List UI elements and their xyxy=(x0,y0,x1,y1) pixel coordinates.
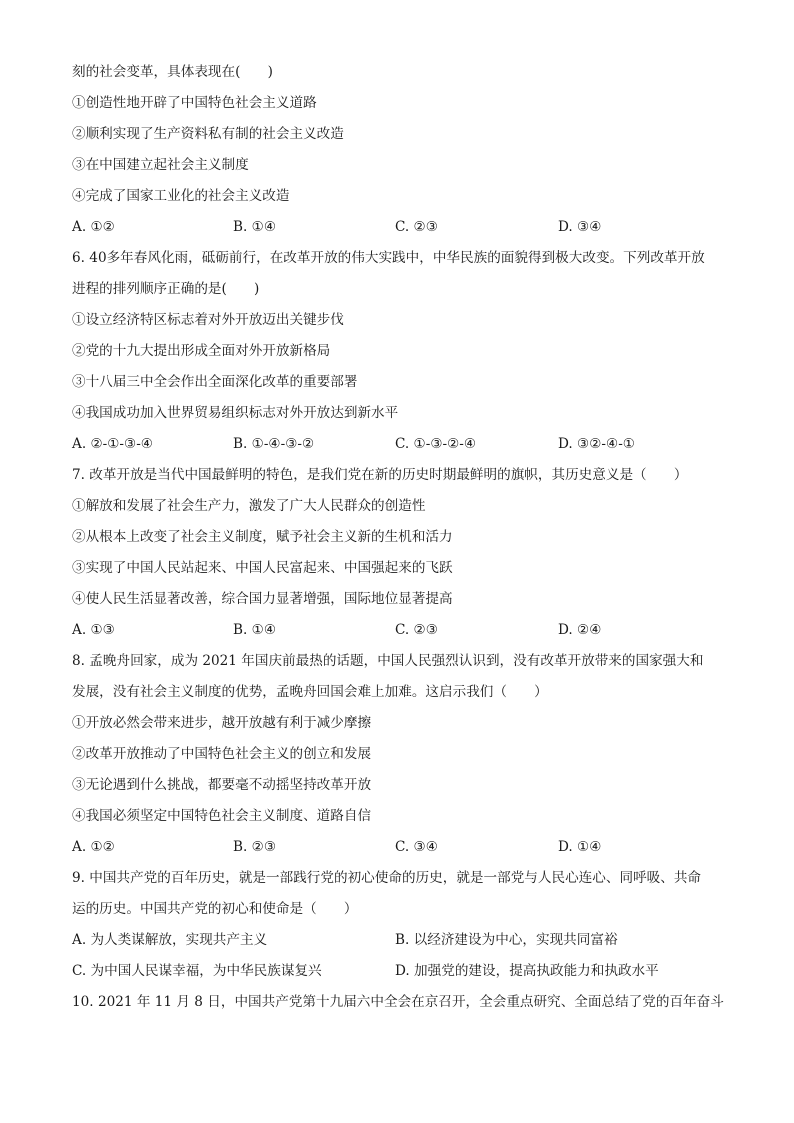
q6-option-b[interactable]: B. ①-④-③-② xyxy=(233,436,315,452)
q9-option-b[interactable]: B. 以经济建设为中心，实现共同富裕 xyxy=(395,932,618,948)
q8-statement-4: ④我国必须坚定中国特色社会主义制度、道路自信 xyxy=(72,808,372,824)
q9-option-d[interactable]: D. 加强党的建设，提高执政能力和执政水平 xyxy=(395,963,659,979)
q8-option-a[interactable]: A. ①② xyxy=(72,839,115,855)
q9-options-row-2 xyxy=(72,961,722,981)
q7-statement-1: ①解放和发展了社会生产力，激发了广大人民群众的创造性 xyxy=(72,498,426,514)
q5-statement-1: ①创造性地开辟了中国特色社会主义道路 xyxy=(72,95,317,111)
q8-options xyxy=(72,837,722,857)
q7-stem: 7. 改革开放是当代中国最鲜明的特色，是我们党在新的历史时期最鲜明的旗帜，其历史意义是（ ） xyxy=(72,467,688,483)
q9-options-row-1 xyxy=(72,930,722,950)
q6-stem-line-1: 6. 40多年春风化雨，砥砺前行，在改革开放的伟大实践中，中华民族的面貌得到极大改变。下列改革开放 xyxy=(72,250,705,266)
q7-options xyxy=(72,620,722,640)
q9-stem-line-1: 9. 中国共产党的百年历史，就是一部践行党的初心使命的历史，就是一部党与人民心连心、同呼吸、共命 xyxy=(72,870,702,886)
q9-stem-line-2: 运的历史。中国共产党的初心和使命是（ ） xyxy=(72,901,358,917)
q5-statement-3: ③在中国建立起社会主义制度 xyxy=(72,157,249,173)
q10-stem-line-1: 10. 2021 年 11 月 8 日，中国共产党第十九届六中全会在京召开，全会重点研究、全面总结了党的百年奋斗 xyxy=(72,994,724,1010)
q7-option-d[interactable]: D. ②④ xyxy=(558,622,602,638)
q6-option-c[interactable]: C. ①-③-②-④ xyxy=(395,436,477,452)
q7-statement-2: ②从根本上改变了社会主义制度，赋予社会主义新的生机和活力 xyxy=(72,529,453,545)
q7-option-c[interactable]: C. ②③ xyxy=(395,622,438,638)
q6-option-d[interactable]: D. ③②-④-① xyxy=(558,436,635,452)
q7-option-a[interactable]: A. ①③ xyxy=(72,622,115,638)
q9-option-a[interactable]: A. 为人类谋解放，实现共产主义 xyxy=(72,932,268,948)
q8-statement-2: ②改革开放推动了中国特色社会主义的创立和发展 xyxy=(72,746,372,762)
q8-option-c[interactable]: C. ③④ xyxy=(395,839,438,855)
q6-statement-2: ②党的十九大提出形成全面对外开放新格局 xyxy=(72,343,331,359)
q5-option-d[interactable]: D. ③④ xyxy=(558,219,602,235)
q5-statement-2: ②顺利实现了生产资料私有制的社会主义改造 xyxy=(72,126,344,142)
q5-stem-tail: 刻的社会变革，具体表现在( ) xyxy=(72,64,273,80)
q8-statement-3: ③无论遇到什么挑战，都要毫不动摇坚持改革开放 xyxy=(72,777,372,793)
q5-options xyxy=(72,217,722,237)
q5-statement-4: ④完成了国家工业化的社会主义改造 xyxy=(72,188,290,204)
q8-option-b[interactable]: B. ②③ xyxy=(233,839,277,855)
q6-statement-4: ④我国成功加入世界贸易组织标志对外开放达到新水平 xyxy=(72,405,399,421)
q8-stem-line-2: 发展，没有社会主义制度的优势，孟晚舟回国会难上加难。这启示我们（ ） xyxy=(72,684,548,700)
q6-statement-3: ③十八届三中全会作出全面深化改革的重要部署 xyxy=(72,374,358,390)
q8-statement-1: ①开放必然会带来进步，越开放越有利于减少摩擦 xyxy=(72,715,372,731)
q5-option-c[interactable]: C. ②③ xyxy=(395,219,438,235)
q6-options xyxy=(72,434,722,454)
q5-option-a[interactable]: A. ①② xyxy=(72,219,115,235)
q8-stem-line-1: 8. 孟晚舟回家，成为 2021 年国庆前最热的话题，中国人民强烈认识到，没有改革开放带来的国家强大和 xyxy=(72,653,704,669)
q6-statement-1: ①设立经济特区标志着对外开放迈出关键步伐 xyxy=(72,312,344,328)
q7-statement-4: ④使人民生活显著改善，综合国力显著增强，国际地位显著提高 xyxy=(72,591,453,607)
q6-option-a[interactable]: A. ②-①-③-④ xyxy=(72,436,153,452)
q5-option-b[interactable]: B. ①④ xyxy=(233,219,277,235)
q7-statement-3: ③实现了中国人民站起来、中国人民富起来、中国强起来的飞跃 xyxy=(72,560,453,576)
q7-option-b[interactable]: B. ①④ xyxy=(233,622,277,638)
q8-option-d[interactable]: D. ①④ xyxy=(558,839,602,855)
q6-stem-line-2: 进程的排列顺序正确的是( ) xyxy=(72,281,260,297)
q9-option-c[interactable]: C. 为中国人民谋幸福，为中华民族谋复兴 xyxy=(72,963,322,979)
